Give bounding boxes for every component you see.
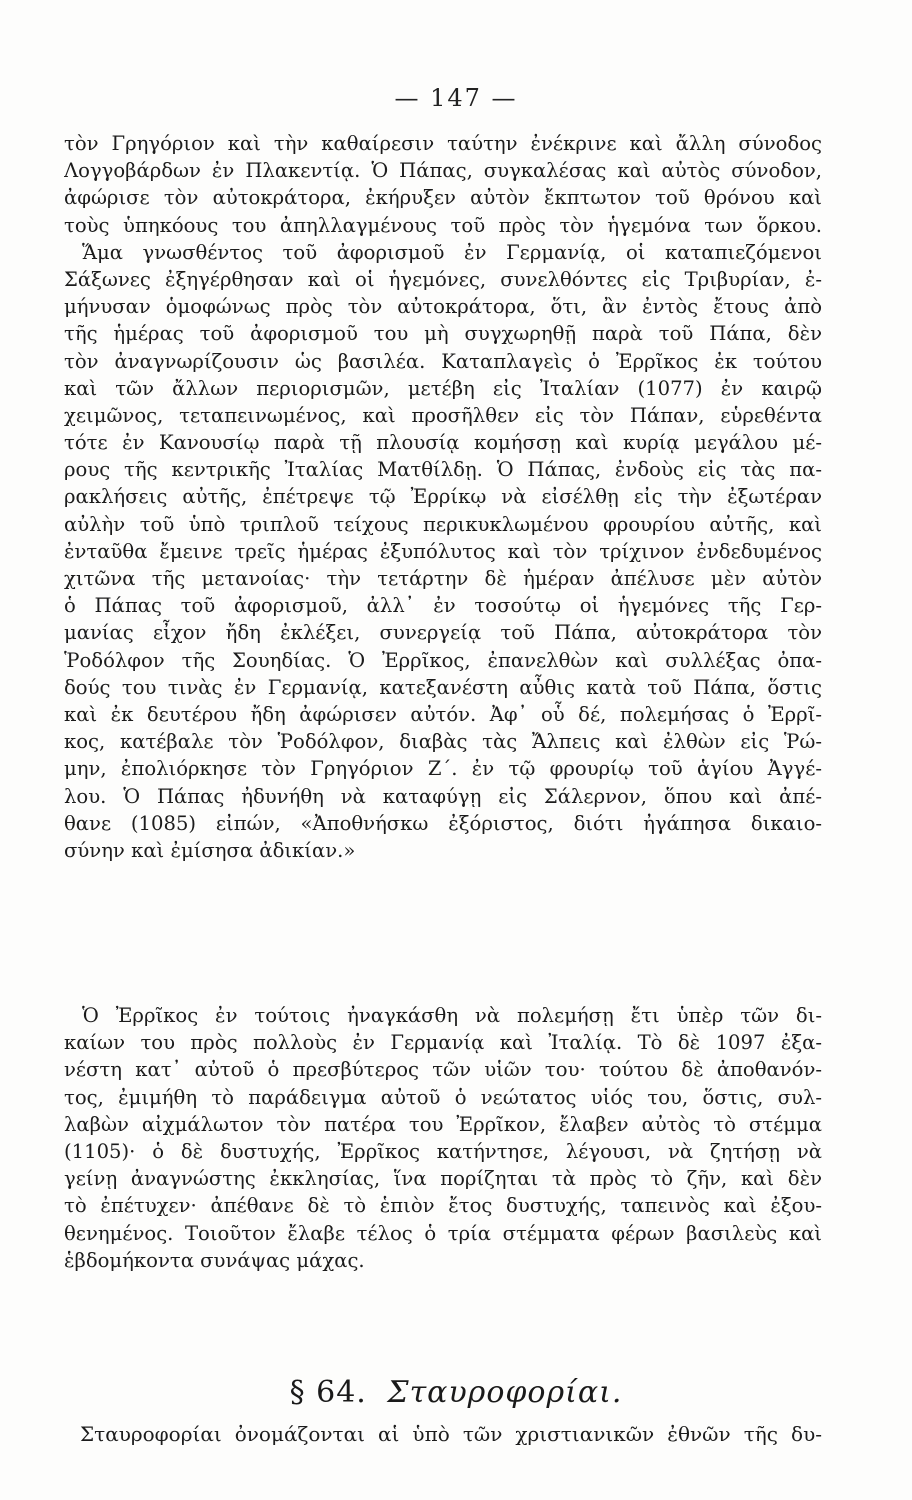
section-heading bbox=[0, 1375, 912, 1410]
text-line: μήνυσαν ὁμοφώνως πρὸς τὸν αὐτοκράτορα, ὅτι, ἂν ἐντὸς ἔτους ἀπὸ bbox=[64, 295, 822, 319]
text-line: λαβὼν αἰχμάλωτον τὸν πατέρα του Ἐρρῖκον, ἔλαβεν αὐτὸς τὸ στέμμα bbox=[64, 1112, 822, 1136]
paragraph-2 bbox=[64, 1002, 822, 1274]
section-number: § 64. bbox=[289, 1375, 367, 1410]
text-line: Ῥοδόλφον τῆς Σουηδίας. Ὁ Ἐρρῖκος, ἐπανελθὼν καὶ συλλέξας ὀπα- bbox=[64, 648, 822, 672]
text-line: νέστη κατ᾽ αὐτοῦ ὁ πρεσβύτερος τῶν υἱῶν του· τούτου δὲ ἀποθανόν- bbox=[64, 1058, 822, 1082]
text-line: καὶ τῶν ἄλλων περιορισμῶν, μετέβη εἰς Ἰταλίαν (1077) ἐν καιρῷ bbox=[64, 376, 822, 400]
text-line: ἀφώρισε τὸν αὐτοκράτορα, ἐκήρυξεν αὐτὸν ἔκπτωτον τοῦ θρόνου καὶ bbox=[64, 186, 822, 210]
text-line: τοὺς ὑπηκόους του ἀπηλλαγμένους τοῦ πρὸς τὸν ἡγεμόνα των ὅρκου. bbox=[64, 213, 822, 237]
text-line: Σάξωνες ἐξηγέρθησαν καὶ οἱ ἡγεμόνες, συνελθόντες εἰς Τριβυρίαν, ἐ- bbox=[64, 267, 822, 291]
text-line: κος, κατέβαλε τὸν Ῥοδόλφον, διαβὰς τὰς Ἄλπεις καὶ ἐλθὼν εἰς Ῥώ- bbox=[64, 730, 822, 754]
page-number: — 147 — bbox=[394, 84, 518, 112]
text-line: τὸ ἐπέτυχεν· ἀπέθανε δὲ τὸ ἑπιὸν ἔτος δυστυχής, ταπεινὸς καὶ ἐξου- bbox=[64, 1194, 822, 1218]
text-line: ἐνταῦθα ἔμεινε τρεῖς ἡμέρας ἐξυπόλυτος καὶ τὸν τρίχινον ἐνδεδυμένος bbox=[64, 539, 822, 563]
text-line: μην, ἐπολιόρκησε τὸν Γρηγόριον Ζ΄. ἐν τῷ φρουρίῳ τοῦ ἁγίου Ἀγγέ- bbox=[64, 757, 822, 781]
text-line: σύνην καὶ ἐμίσησα ἀδικίαν.» bbox=[64, 838, 356, 862]
text-line: Ἅμα γνωσθέντος τοῦ ἀφορισμοῦ ἐν Γερμανίᾳ, οἱ καταπιεζόμενοι bbox=[82, 240, 822, 264]
text-line: (1105)· ὁ δὲ δυστυχής, Ἐρρῖκος κατήντησε, λέγουσι, νὰ ζητήσῃ νὰ bbox=[64, 1139, 822, 1163]
text-line: Ὁ Ἐρρῖκος ἐν τούτοις ἠναγκάσθη νὰ πολεμήσῃ ἔτι ὑπὲρ τῶν δι- bbox=[82, 1004, 822, 1027]
text-line: Σταυροφορίαι ὀνομάζονται αἱ ὑπὸ τῶν χριστιανικῶν ἐθνῶν τῆς δυ- bbox=[80, 1422, 822, 1446]
text-line: ὁ Πάπας τοῦ ἀφορισμοῦ, ἀλλ᾽ ἐν τοσούτῳ οἱ ἡγεμόνες τῆς Γερ- bbox=[64, 594, 822, 618]
text-line: θενημένος. Τοιοῦτον ἔλαβε τέλος ὁ τρία στέμματα φέρων βασιλεὺς καὶ bbox=[64, 1221, 822, 1245]
text-line: δούς του τινὰς ἐν Γερμανίᾳ, κατεξανέστη αὖθις κατὰ τοῦ Πάπα, ὅστις bbox=[64, 675, 822, 699]
text-line: τος, ἐμιμήθη τὸ παράδειγμα αὐτοῦ ὁ νεώτατος υἱός του, ὅστις, συλ- bbox=[64, 1085, 822, 1109]
text-line: αὐλὴν τοῦ ὑπὸ τριπλοῦ τείχους περικυκλωμένου φρουρίου αὐτῆς, καὶ bbox=[64, 512, 822, 536]
text-line: καίων του πρὸς πολλοὺς ἐν Γερμανίᾳ καὶ Ἰταλίᾳ. Τὸ δὲ 1097 ἐξα- bbox=[64, 1031, 822, 1055]
text-line: λου. Ὁ Πάπας ἠδυνήθη νὰ καταφύγῃ εἰς Σάλερνον, ὅπου καὶ ἀπέ- bbox=[64, 784, 822, 808]
text-line: τὸν Γρηγόριον καὶ τὴν καθαίρεσιν ταύτην ἐνέκρινε καὶ ἄλλη σύνοδος bbox=[64, 132, 822, 155]
text-line: μανίας εἶχον ἤδη ἐκλέξει, συνεργείᾳ τοῦ Πάπα, αὐτοκράτορα τὸν bbox=[64, 621, 822, 645]
text-line: θανε (1085) εἰπών, «Ἀποθνήσκω ἐξόριστος, διότι ἠγάπησα δικαιο- bbox=[64, 811, 822, 835]
text-line: τότε ἐν Κανουσίῳ παρὰ τῇ πλουσίᾳ κομήσσῃ καὶ κυρίᾳ μεγάλου μέ- bbox=[64, 431, 822, 455]
paragraph-1 bbox=[64, 130, 822, 864]
text-line: γείνῃ ἀναγνώστης ἐκκλησίας, ἵνα πορίζηται τὰ πρὸς τὸ ζῆν, καὶ δὲν bbox=[64, 1167, 822, 1191]
text-line: ρους τῆς κεντρικῆς Ἰταλίας Ματθίλδῃ. Ὁ Πάπας, ἐνδοὺς εἰς τὰς πα- bbox=[64, 458, 822, 482]
text-line: καὶ ἐκ δευτέρου ἤδη ἀφώρισεν αὐτόν. Ἀφ᾽ οὗ δέ, πολεμήσας ὁ Ἐρρῖ- bbox=[64, 702, 822, 726]
section-title: Σταυροφορίαι. bbox=[387, 1375, 623, 1410]
text-line: Λογγοβάρδων ἐν Πλακεντίᾳ. Ὁ Πάπας, συγκαλέσας καὶ αὐτὸς σύνοδον, bbox=[64, 159, 822, 183]
text-line: τῆς ἡμέρας τοῦ ἀφορισμοῦ του μὴ συγχωρηθῇ παρὰ τοῦ Πάπα, δὲν bbox=[64, 322, 822, 346]
text-line: χιτῶνα τῆς μετανοίας· τὴν τετάρτην δὲ ἡμέραν ἀπέλυσε μὲν αὐτὸν bbox=[64, 567, 822, 590]
text-line: ἑβδομήκοντα συνάψας μάχας. bbox=[64, 1248, 365, 1272]
text-line: ρακλήσεις αὐτῆς, ἐπέτρεψε τῷ Ἐρρίκῳ νὰ εἰσέλθῃ εἰς τὴν ἐξωτέραν bbox=[64, 485, 822, 509]
text-line: τὸν ἀναγνωρίζουσιν ὡς βασιλέα. Καταπλαγεὶς ὁ Ἐρρῖκος ἐκ τούτου bbox=[64, 349, 822, 373]
text-line: χειμῶνος, τεταπεινωμένος, καὶ προσῆλθεν εἰς τὸν Πάπαν, εὑρεθέντα bbox=[64, 403, 822, 427]
